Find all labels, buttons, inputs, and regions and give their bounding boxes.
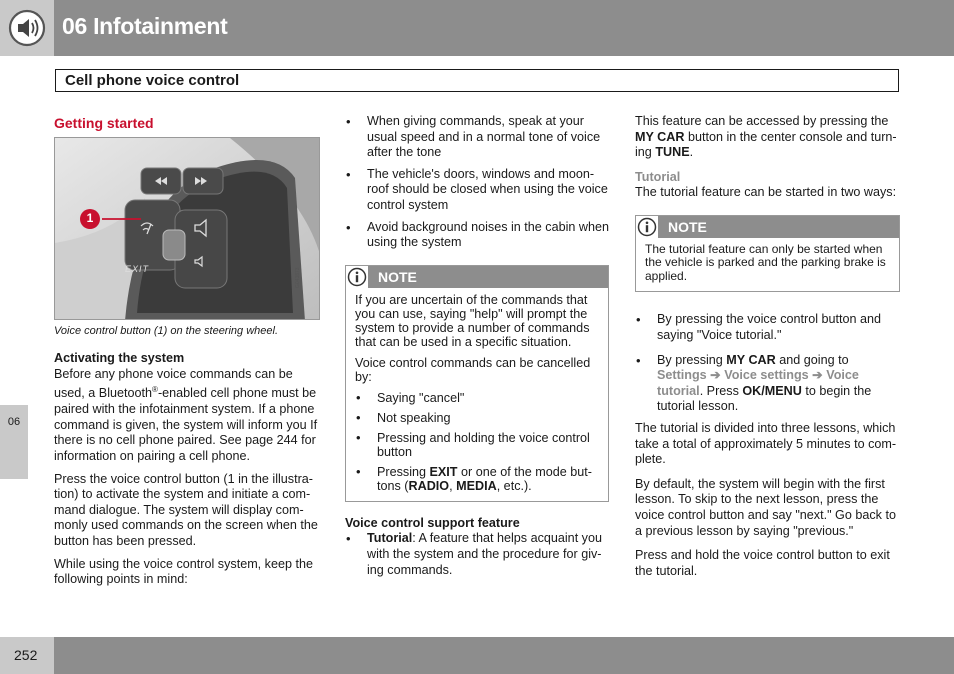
- text-span: By pressing: [657, 352, 727, 367]
- footer-bar: [54, 637, 954, 674]
- note-label: NOTE: [368, 266, 608, 288]
- activating-paragraph-3: While using the voice control system, keep the following points in mind:: [54, 556, 313, 587]
- figure-image-code: G043873: [295, 267, 301, 288]
- note-body: The tutorial feature can only be started when the vehicle is parked and the parking brake is applied.: [645, 241, 886, 283]
- list-item: • Not speaking: [355, 411, 599, 425]
- menu-path: Settings ➔ Voice settings ➔ Voice tutorial: [657, 368, 859, 398]
- tutorial-paragraph-2: By default, the system will begin with the first lesson. To skip to the next lesson, press the voice control button and say "next." Go back to a previous lesson by saying "previous.": [635, 476, 896, 538]
- tutorial-heading: Tutorial: [635, 169, 681, 184]
- text-span: or one of the mode but-tons (: [377, 464, 592, 493]
- access-paragraph: [635, 114, 900, 161]
- list-item: • The vehicle's doors, windows and moon-roof should be closed when using the voice control system: [345, 167, 609, 214]
- note-paragraph-1: If you are uncertain of the commands that you can use, saying "help" will prompt the system to provide a number of commands that can be used in a specific situation.: [355, 292, 590, 349]
- page-header: [0, 0, 954, 56]
- support-feature-list: [345, 531, 609, 578]
- list-item: • By pressing the voice control button and saying "Voice tutorial.": [635, 312, 900, 343]
- chapter-title: 06 Infotainment: [62, 13, 228, 39]
- activating-paragraph-1: [54, 367, 320, 465]
- registered-mark: ®: [152, 385, 158, 395]
- steering-wheel-illustration: [55, 138, 320, 320]
- steering-wheel-figure: [54, 137, 320, 320]
- list-item: [345, 531, 609, 578]
- text-span: This feature can be accessed by pressing the: [635, 114, 889, 128]
- activating-paragraph-2: Press the voice control button (1 in the illustra-tion) to activate the system and initiate a com-mand dialogue. The system will display com-monly used commands on the screen when the button has been pressed.: [54, 471, 318, 548]
- note-icon-cell: [346, 266, 368, 288]
- exit-term: EXIT: [429, 464, 458, 479]
- usage-tips-list: [345, 114, 609, 251]
- chapter-side-tab: 06: [0, 405, 28, 479]
- radio-term: RADIO: [408, 478, 450, 493]
- tutorial-intro: The tutorial feature can be started in two ways:: [635, 185, 897, 200]
- note-box-tutorial: [635, 215, 900, 293]
- text-span: and going to: [775, 352, 849, 367]
- text-span: : A feature that helps acquaint you with the system and the procedure for giv-ing commands.: [367, 531, 602, 577]
- figure-caption: Voice control button (1) on the steering wheel.: [54, 324, 279, 337]
- header-icon-box: [0, 0, 54, 56]
- okmenu-term: OK/MENU: [742, 383, 802, 398]
- getting-started-heading: Getting started: [54, 115, 154, 131]
- note-header: [346, 266, 608, 288]
- text-span: to begin the tutorial lesson.: [657, 383, 872, 414]
- tutorial-start-list: [635, 312, 900, 415]
- page-number: 252: [0, 637, 54, 674]
- text-span: . Press: [699, 383, 743, 398]
- note-label: NOTE: [658, 216, 899, 238]
- list-item: [355, 465, 599, 493]
- media-term: MEDIA: [456, 478, 497, 493]
- mycar-term: MY CAR: [726, 352, 776, 367]
- list-item: • Saying "cancel": [355, 391, 599, 405]
- column-2: [345, 112, 609, 584]
- column-1: [54, 112, 320, 595]
- text-span: -enabled cell phone must be paired with the infotainment system. If a phone command is given, the system will inform you If there is no cell phone paired. See page 244 for information on pairing a cell phone.: [54, 386, 318, 463]
- note-body: [346, 288, 608, 501]
- tutorial-term: Tutorial: [367, 531, 413, 546]
- speaker-icon: [7, 8, 47, 48]
- info-icon: [637, 217, 657, 237]
- list-item: • When giving commands, speak at your usual speed and in a normal tone of voice after the tone: [345, 114, 609, 161]
- note-header: [636, 216, 899, 238]
- note-paragraph-2: Voice control commands can be cancelled by:: [355, 355, 591, 384]
- figure-exit-label: EXIT: [125, 263, 150, 274]
- list-item: • Avoid background noises in the cabin when using the system: [345, 220, 609, 251]
- note-icon-cell: [636, 216, 658, 238]
- column-3: [635, 112, 900, 586]
- cancel-methods-list: [355, 391, 599, 493]
- mycar-term: MY CAR: [635, 129, 685, 144]
- support-feature-heading: Voice control support feature: [345, 515, 520, 530]
- text-span: Before any phone voice commands can be used, a Bluetooth: [54, 366, 293, 401]
- tutorial-paragraph-3: Press and hold the voice control button to exit the tutorial.: [635, 548, 890, 578]
- tutorial-paragraph-1: The tutorial is divided into three lessons, which take a total of approximately 5 minutes to com-plete.: [635, 421, 897, 467]
- text-span: ,: [449, 478, 457, 493]
- list-item: • Pressing and holding the voice control button: [355, 431, 599, 459]
- text-span: Pressing: [377, 464, 430, 479]
- info-icon: [347, 267, 367, 287]
- text-span: button in the center console and turn-ing: [635, 129, 897, 160]
- text-span: , etc.).: [496, 478, 532, 493]
- section-title: Cell phone voice control: [55, 69, 899, 92]
- activating-heading: Activating the system: [54, 351, 185, 366]
- tune-term: TUNE: [655, 145, 690, 160]
- text-span: .: [689, 145, 694, 160]
- note-box-commands: [345, 265, 609, 502]
- list-item: [635, 353, 900, 415]
- figure-callout-1: 1: [86, 210, 94, 225]
